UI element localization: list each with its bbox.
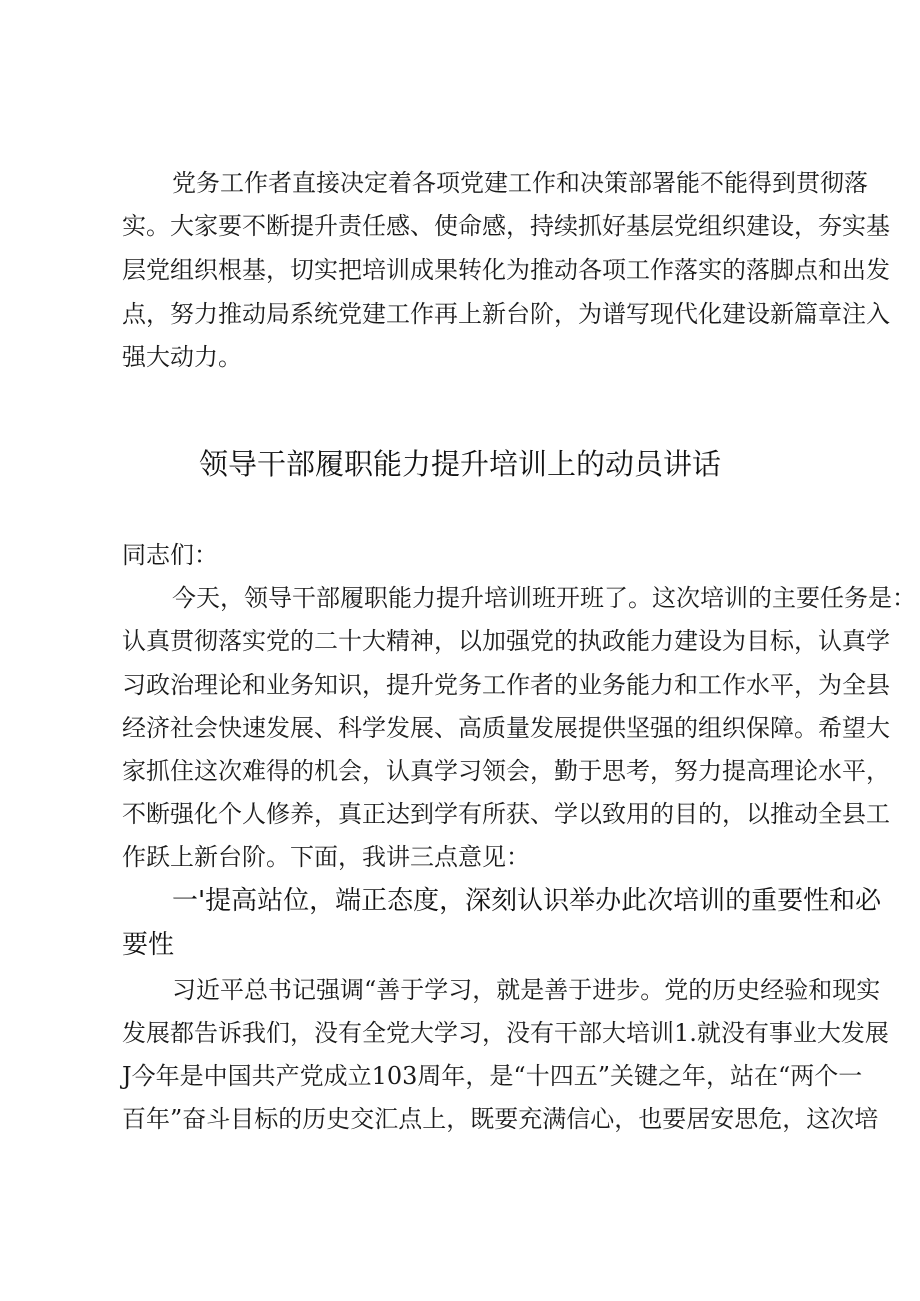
- text-line: 不断强化个人修养，真正达到学有所获、学以致用的目的，以推动全县工: [122, 800, 890, 828]
- text-line: 作跃上新台阶。下面，我讲三点意见：: [122, 843, 530, 871]
- text-line: 习政治理论和业务知识，提升党务工作者的业务能力和工作水平，为全县: [122, 671, 890, 699]
- text-line: 强大动力。: [122, 343, 242, 371]
- text-line: 实。大家要不断提升责任感、使命感，持续抓好基层党组织建设，夯实基: [122, 212, 890, 240]
- text-line: 发展都告诉我们，没有全党大学习，没有干部大培训1.就没有事业大发展: [122, 1019, 889, 1047]
- text-line: 经济社会快速发展、科学发展、高质量发展提供坚强的组织保障。希望大: [122, 714, 890, 742]
- text-line: 今天，领导干部履职能力提升培训班开班了。这次培训的主要任务是：: [172, 584, 916, 612]
- text-line: 家抓住这次难得的机会，认真学习领会，勤于思考，努力提高理论水平，: [122, 757, 890, 785]
- text-line: 层党组织根基，切实把培训成果转化为推动各项工作落实的落脚点和出发: [122, 256, 890, 284]
- speech-title: 领导干部履职能力提升培训上的动员讲话: [198, 447, 721, 481]
- text-line: 党务工作者直接决定着各项党建工作和决策部署能不能得到贯彻落: [172, 169, 868, 197]
- text-line: J今年是中国共产党成立103周年，是“十四五”关键之年，站在“两个一: [122, 1062, 863, 1090]
- text-line: 点，努力推动局系统党建工作再上新台阶，为谱写现代化建设新篇章注入: [122, 300, 890, 328]
- heading-line: 一'提高站位，端正态度，深刻认识举办此次培训的重要性和必: [172, 886, 882, 916]
- heading-line: 要性: [122, 930, 175, 960]
- text-line: 习近平总书记强调“善于学习，就是善于进步。党的历史经验和现实: [172, 976, 881, 1004]
- text-line: 认真贯彻落实党的二十大精神，以加强党的执政能力建设为目标，认真学: [122, 627, 890, 655]
- text-line: 百年”奋斗目标的历史交汇点上，既要充满信心，也要居安思危，这次培: [122, 1105, 879, 1133]
- salutation: 同志们：: [122, 541, 218, 569]
